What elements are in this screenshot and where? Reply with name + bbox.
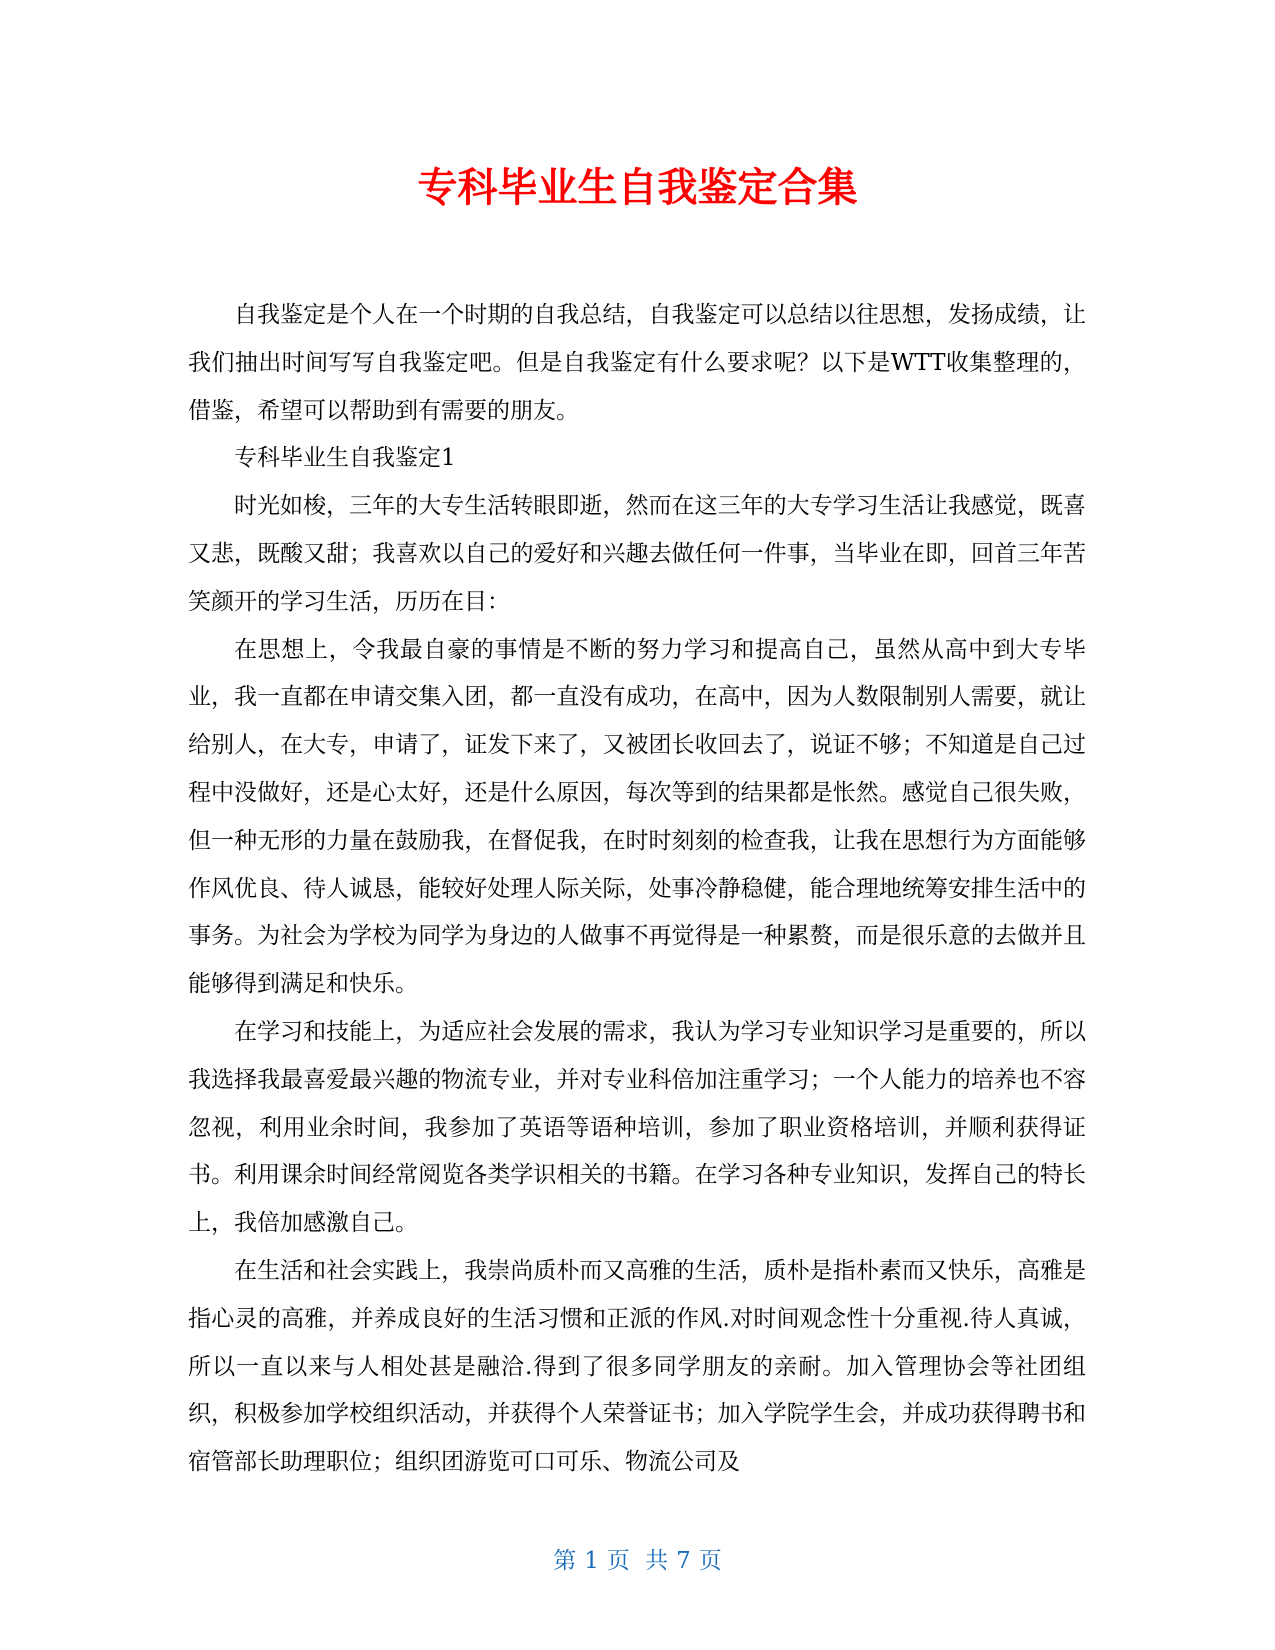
body-paragraph: 时光如梭，三年的大专生活转眼即逝，然而在这三年的大专学习生活让我感觉，既喜又悲，既酸又甜；我喜欢以自己的爱好和兴趣去做任何一件事，当毕业在即，回首三年苦笑颜开的学习生活，历历在目： bbox=[188, 493, 1086, 615]
footer-suffix: 页 bbox=[698, 1548, 722, 1574]
current-page-number: 1 bbox=[584, 1548, 599, 1574]
document-title: 专科毕业生自我鉴定合集 bbox=[417, 165, 858, 211]
section-heading: 专科毕业生自我鉴定1 bbox=[234, 445, 456, 472]
intro-paragraph: 自我鉴定是个人在一个时期的自我总结，自我鉴定可以总结以往思想，发扬成绩，让我们抽出时间写写自我鉴定吧。但是自我鉴定有什么要求呢？以下是WTT收集整理的，借鉴，希望可以帮助到有需要的朋友。 bbox=[188, 302, 1086, 424]
body-paragraph: 在生活和社会实践上，我崇尚质朴而又高雅的生活，质朴是指朴素而又快乐，高雅是指心灵的高雅，并养成良好的生活习惯和正派的作风.对时间观念性十分重视.待人真诚，所以一直以来与人相处甚是融洽.得到了很多同学朋友的亲耐。加入管理协会等社团组织，积极参加学校组织活动，并获得个人荣誉证书；加入学院学生会，并成功获得聘书和宿管部长助理职位；组织团游览可口可乐、物流公司及 bbox=[188, 1257, 1086, 1476]
total-pages: 7 bbox=[676, 1548, 691, 1574]
footer-middle: 页 共 bbox=[606, 1548, 669, 1574]
footer-prefix: 第 bbox=[553, 1548, 577, 1574]
page-footer bbox=[0, 1545, 1275, 1577]
body-paragraph: 在思想上，令我最自豪的事情是不断的努力学习和提高自己，虽然从高中到大专毕业，我一直都在申请交集入团，都一直没有成功，在高中，因为人数限制别人需要，就让给别人，在大专，申请了，证发下来了，又被团长收回去了，说证不够；不知道是自己过程中没做好，还是心太好，还是什么原因，每次等到的结果都是怅然。感觉自己很失败，但一种无形的力量在鼓励我，在督促我，在时时刻刻的检查我，让我在思想行为方面能够作风优良、待人诚恳，能较好处理人际关际，处事冷静稳健，能合理地统筹安排生活中的事务。为社会为学校为同学为身边的人做事不再觉得是一种累赘，而是很乐意的去做并且能够得到满足和快乐。 bbox=[188, 636, 1086, 998]
body-paragraph: 在学习和技能上，为适应社会发展的需求，我认为学习专业知识学习是重要的，所以我选择我最喜爱最兴趣的物流专业，并对专业科倍加注重学习；一个人能力的培养也不容忽视，利用业余时间，我参加了英语等语种培训，参加了职业资格培训，并顺利获得证书。利用课余时间经常阅览各类学识相关的书籍。在学习各种专业知识，发挥自己的特长上，我倍加感激自己。 bbox=[188, 1018, 1086, 1237]
document-body bbox=[188, 292, 1086, 1487]
